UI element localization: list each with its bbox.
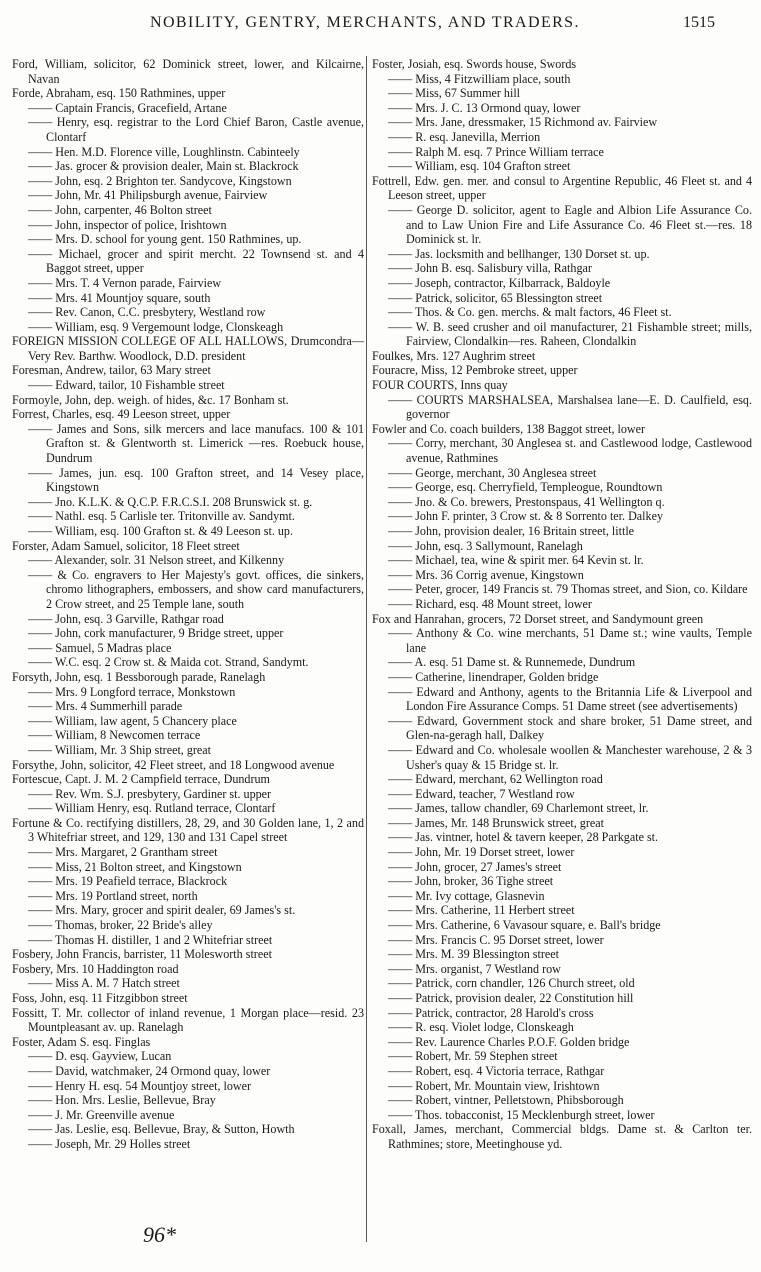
directory-entry: —— Robert, Mr. 59 Stephen street [388,1049,558,1064]
directory-entry: —— James, tallow chandler, 69 Charlemont street, lr. [388,801,649,816]
directory-entry: —— William, Mr. 3 Ship street, great [28,742,212,757]
directory-entry: —— Mrs. organist, 7 Westland row [388,961,561,976]
directory-entry: —— Hen. M.D. Florence ville, Loughlinstn. Cabinteely [28,144,300,159]
directory-entry: —— COURTS MARSHALSEA, Marshalsea lane—E. D. Caulfield, esq. governor [388,392,752,422]
directory-entry: —— Edward, Government stock and share broker, 51 Dame street, and Glen-na-geragh hall, Dalkey [388,713,752,743]
directory-entry: —— Jas. locksmith and bellhanger, 130 Dorset st. up. [388,246,650,261]
directory-entry: Forsyth, John, esq. 1 Bessborough parade, Ranelagh [12,669,266,684]
directory-entry: —— Thos. tobacconist, 15 Mecklenburgh street, lower [388,1107,655,1122]
directory-entry: —— Edward, teacher, 7 Westland row [388,786,575,801]
directory-entry: —— & Co. engravers to Her Majesty's govt. offices, die sinkers, chromo lithographers, embossers, and show card manufacturers, 2 Crow street, and 25 Temple lane, south [28,567,364,611]
directory-entry: Foulkes, Mrs. 127 Aughrim street [372,348,536,363]
directory-entry: Fox and Hanrahan, grocers, 72 Dorset street, and Sandymount green [372,611,704,626]
directory-entry: —— Mrs. Margaret, 2 Grantham street [28,845,218,860]
directory-entry: —— Jas. Leslie, esq. Bellevue, Bray, & Sutton, Howth [28,1122,295,1137]
directory-entry: —— Robert, esq. 4 Victoria terrace, Rathgar [388,1063,605,1078]
directory-entry: —— John, esq. 3 Garville, Rathgar road [28,611,224,626]
directory-entry: Fortescue, Capt. J. M. 2 Campfield terrace, Dundrum [12,772,270,787]
directory-entry: —— Thomas, broker, 22 Bride's alley [28,918,213,933]
directory-entry: —— Robert, Mr. Mountain view, Irishtown [388,1078,600,1093]
directory-entry: —— John, inspector of police, Irishtown [28,217,227,232]
directory-entry: —— George, esq. Cherryfield, Templeogue, Roundtown [388,480,663,495]
directory-entry: Forster, Adam Samuel, solicitor, 18 Fleet street [12,538,240,553]
directory-entry: —— Patrick, contractor, 28 Harold's cross [388,1005,594,1020]
directory-entry: —— Rev. Laurence Charles P.O.F. Golden bridge [388,1034,630,1049]
directory-entry: —— Miss, 67 Summer hill [388,86,521,101]
directory-entry: Forrest, Charles, esq. 49 Leeson street, upper [12,407,231,422]
directory-entry: —— Miss, 21 Bolton street, and Kingstown [28,859,242,874]
directory-entry: Fortune & Co. rectifying distillers, 28, 29, and 30 Golden lane, 1, 2 and 3 Whitefriar street, and 129, 130 and 131 Capel street [12,815,364,845]
directory-entry: FOREIGN MISSION COLLEGE OF ALL HALLOWS, Drumcondra—Very Rev. Barthw. Woodlock, D.D. president [12,334,364,363]
directory-entry: —— Hon. Mrs. Leslie, Bellevue, Bray [28,1093,216,1108]
directory-entry: —— John, cork manufacturer, 9 Bridge street, upper [28,626,284,641]
directory-entry: —— Patrick, solicitor, 65 Blessington street [388,290,603,305]
directory-entry: —— Captain Francis, Gracefield, Artane [28,100,227,115]
directory-entry: —— Edward, tailor, 10 Fishamble street [28,378,225,393]
directory-entry: —— W.C. esq. 2 Crow st. & Maida cot. Strand, Sandymt. [28,655,309,670]
directory-entry: —— John, esq. 3 Sallymount, Ranelagh [388,538,583,553]
directory-entry: —— Mrs. T. 4 Vernon parade, Fairview [28,275,222,290]
directory-entry: —— William, esq. 100 Grafton st. & 49 Leeson st. up. [28,524,293,538]
directory-entry: —— James, Mr. 148 Brunswick street, great [388,815,604,830]
directory-entry: —— Nathl. esq. 5 Carlisle ter. Tritonville av. Sandymt. [28,509,295,524]
directory-entry: —— William, 8 Newcomen terrace [28,728,201,743]
directory-entry: —— Joseph, contractor, Kilbarrack, Baldoyle [388,275,611,290]
directory-entry: —— William, esq. 104 Grafton street [388,159,571,174]
directory-entry: —— Mrs. 9 Longford terrace, Monkstown [28,684,236,699]
directory-entry: —— Jno. & Co. brewers, Prestonspaus, 41 Wellington q. [388,494,665,509]
directory-entry: —— Mrs. Francis C. 95 Dorset street, lower [388,932,604,947]
directory-entry: —— D. esq. Gayview, Lucan [28,1049,172,1064]
directory-entry: —— William, esq. 9 Vergemount lodge, Clonskeagh [28,319,284,334]
directory-entry: —— Anthony & Co. wine merchants, 51 Dame st.; wine vaults, Temple lane [388,626,752,655]
directory-entry: —— John, carpenter, 46 Bolton street [28,202,212,217]
directory-entry: —— Mrs. Mary, grocer and spirit dealer, 69 James's st. [28,903,296,918]
directory-entry: —— John B. esq. Salisbury villa, Rathgar [388,261,592,276]
directory-entry: —— Corry, merchant, 30 Anglesea st. and Castlewood lodge, Castlewood avenue, Rathmines [388,436,752,466]
directory-entry: —— George, merchant, 30 Anglesea street [388,465,597,480]
directory-entry: —— John, esq. 2 Brighton ter. Sandycove, Kingstown [28,173,292,188]
directory-entry: —— Edward and Co. wholesale woollen & Manchester warehouse, 2 & 3 Usher's quay & 15 Bridge st. lr. [388,742,752,772]
directory-entry: —— William Henry, esq. Rutland terrace, Clontarf [28,801,276,816]
directory-entry: —— Mrs. J. C. 13 Ormond quay, lower [388,100,581,115]
directory-entry: —— Patrick, provision dealer, 22 Constitution hill [388,991,634,1005]
directory-entry: —— William, law agent, 5 Chancery place [28,713,237,728]
directory-entry: Foresman, Andrew, tailor, 63 Mary street [12,363,211,378]
directory-entry: FOUR COURTS, Inns quay [372,378,508,393]
directory-entry: —— Mrs. M. 39 Blessington street [388,947,559,962]
directory-entry: —— Jno. K.L.K. & Q.C.P. F.R.C.S.I. 208 Brunswick st. g. [28,494,313,509]
page-title: NOBILITY, GENTRY, MERCHANTS, AND TRADERS. [150,14,580,31]
directory-entry: Foster, Josiah, esq. Swords house, Swords [372,57,577,71]
directory-entry: —— Mr. Ivy cottage, Glasnevin [388,888,545,903]
directory-entry: —— John, provision dealer, 16 Britain street, little [388,524,635,538]
directory-entry: Fosbery, Mrs. 10 Haddington road [12,961,179,976]
directory-entry: —— Henry, esq. registrar to the Lord Chief Baron, Castle avenue, Clontarf [28,115,364,144]
directory-entry: —— Alexander, solr. 31 Nelson street, and Kilkenny [28,553,285,568]
directory-entry: —— Mrs. D. school for young gent. 150 Rathmines, up. [28,232,302,247]
directory-entry: —— Robert, vintner, Pelletstown, Phibsborough [388,1093,624,1108]
directory-entry: —— Mrs. Catherine, 11 Herbert street [388,903,575,918]
directory-entry: Foster, Adam S. esq. Finglas [12,1034,151,1049]
directory-entry: Foxall, James, merchant, Commercial bldgs. Dame st. & Carlton ter. Rathmines; store, Meetinghouse yd. [372,1122,752,1151]
directory-entry: —— Michael, tea, wine & spirit mer. 64 Kevin st. lr. [388,553,644,568]
directory-entry: —— J. Mr. Greenville avenue [28,1107,175,1122]
directory-entry: —— Rev. Canon, C.C. presbytery, Westland row [28,305,266,320]
directory-entry: —— John, Mr. 41 Philipsburgh avenue, Fairview [28,188,268,203]
directory-entry: Fottrell, Edw. gen. mer. and consul to Argentine Republic, 46 Fleet st. and 4 Leeson street, upper [372,173,752,203]
directory-entry: Foss, John, esq. 11 Fitzgibbon street [12,991,188,1005]
directory-entry: —— Miss A. M. 7 Hatch street [28,976,180,991]
column-divider [366,56,367,1242]
directory-entry: —— John, broker, 36 Tighe street [388,874,554,889]
directory-entry: —— Mrs. 19 Portland street, north [28,888,198,903]
directory-entry: —— A. esq. 51 Dame st. & Runnemede, Dundrum [388,655,636,670]
directory-entry: —— Edward, merchant, 62 Wellington road [388,772,603,787]
left-column [12,57,364,1152]
directory-entry: Forde, Abraham, esq. 150 Rathmines, upper [12,86,226,101]
directory-entry: —— Thomas H. distiller, 1 and 2 Whitefriar street [28,932,273,947]
directory-entry: —— Mrs. 4 Summerhill parade [28,699,183,714]
directory-entry: —— Mrs. 36 Corrig avenue, Kingstown [388,567,584,582]
directory-entry: —— Ralph M. esq. 7 Prince William terrace [388,144,604,159]
directory-entry: —— James and Sons, silk mercers and lace manufacs. 100 & 101 Grafton st. & Glentworth st. Limerick —res. Roebuck house, Dundrum [28,421,364,466]
directory-entry: —— Peter, grocer, 149 Francis st. 79 Thomas street, and Sion, co. Kildare [388,582,748,597]
directory-entry: —— George D. solicitor, agent to Eagle and Albion Life Assurance Co. and to Law Union Fire and Life Assurance Co. 46 Fleet st.—res. 18 Dominick st. lr. [388,202,752,247]
directory-entry: —— James, jun. esq. 100 Grafton street, and 14 Vesey place, Kingstown [28,465,364,495]
directory-entry: Ford, William, solicitor, 62 Dominick street, lower, and Kilcairne, Navan [12,57,364,86]
directory-entry: —— Mrs. Catherine, 6 Vavasour square, e. Ball's bridge [388,918,661,933]
directory-entry: —— Samuel, 5 Madras place [28,640,172,655]
directory-entry: —— Henry H. esq. 54 Mountjoy street, lower [28,1078,252,1093]
handwritten-signature: 96* [143,1222,176,1247]
directory-entry: —— Miss, 4 Fitzwilliam place, south [388,71,571,86]
page-number: 1515 [683,14,715,31]
directory-entry: —— Catherine, linendraper, Golden bridge [388,669,599,684]
directory-entry: Fosbery, John Francis, barrister, 11 Molesworth street [12,947,272,962]
directory-entry: Forsythe, John, solicitor, 42 Fleet street, and 18 Longwood avenue [12,757,335,772]
directory-entry: —— Richard, esq. 48 Mount street, lower [388,596,592,611]
directory-entry: Fossitt, T. Mr. collector of inland revenue, 1 Morgan place—resid. 23 Mountpleasant av. up. Ranelagh [12,1005,364,1035]
directory-entry: —— Patrick, corn chandler, 126 Church street, old [388,976,635,991]
directory-entry: —— Joseph, Mr. 29 Holles street [28,1136,191,1151]
directory-entry: —— Mrs. 41 Mountjoy square, south [28,290,211,305]
directory-entry: Fowler and Co. coach builders, 138 Baggot street, lower [372,421,646,436]
directory-entry: —— David, watchmaker, 24 Ormond quay, lower [28,1063,271,1078]
directory-entry: —— John, grocer, 27 James's street [388,859,562,874]
right-column [372,57,752,1152]
directory-entry: —— R. esq. Janevilla, Merrion [388,129,541,144]
directory-entry: Formoyle, John, dep. weigh. of hides, &c. 17 Bonham st. [12,392,289,407]
directory-entry: —— Michael, grocer and spirit mercht. 22 Townsend st. and 4 Baggot street, upper [28,246,364,276]
directory-entry: —— R. esq. Violet lodge, Clonskeagh [388,1020,574,1035]
directory-entry: —— Jas. grocer & provision dealer, Main st. Blackrock [28,159,299,174]
directory-entry: Fouracre, Miss, 12 Pembroke street, upper [372,363,578,378]
page-header [0,14,761,38]
directory-entry: —— W. B. seed crusher and oil manufacturer, 21 Fishamble street; mills, Fairview, Clondalkin—res. Raheen, Clondalkin [388,319,752,349]
directory-entry: —— John, Mr. 19 Dorset street, lower [388,845,575,860]
directory-entry: —— Thos. & Co. gen. merchs. & malt factors, 46 Fleet st. [388,305,672,320]
directory-entry: —— Jas. vintner, hotel & tavern keeper, 28 Parkgate st. [388,830,659,845]
directory-entry: —— Mrs. Jane, dressmaker, 15 Richmond av. Fairview [388,115,658,130]
directory-entry: —— Rev. Wm. S.J. presbytery, Gardiner st. upper [28,786,272,801]
directory-entry: —— Edward and Anthony, agents to the Britannia Life & Liverpool and London Fire Assurance Comps. 51 Dame street (see advertisements) [388,684,752,714]
directory-entry: —— John F. printer, 3 Crow st. & 8 Sorrento ter. Dalkey [388,509,663,524]
directory-entry: —— Mrs. 19 Peafield terrace, Blackrock [28,874,228,889]
